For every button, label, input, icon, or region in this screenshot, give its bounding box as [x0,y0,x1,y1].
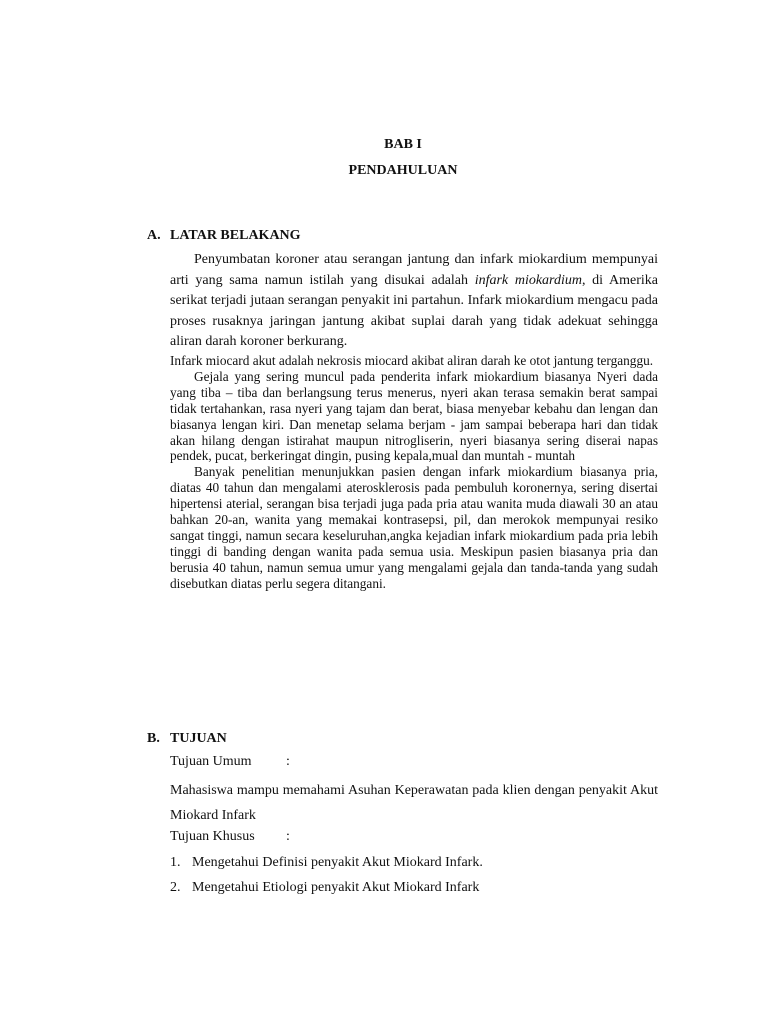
paragraph-2: Infark miocard akut adalah nekrosis miocard akibat aliran darah ke otot jantung terganggu. [170,353,654,368]
list-item-number: 2. [170,880,181,895]
section-b-title: TUJUAN [170,731,227,746]
section-b-heading [147,731,227,747]
paragraph-1-emphasis: infark miokardium [474,272,582,288]
paragraph-4: Banyak penelitian menunjukkan pasien dengan infark miokardium biasanya pria, diatas 40 tahun dan mengalami aterosklerosis pada pembuluh koronernya, sering disertai hipertensi aterial, serangan bisa terjadi juga pada pria atau wanita muda diawali 30 an atau bahkan 20-an, wanita yang memakai kontrasepsi, pil, dan merokok mempunyai resiko sangat tinggi, namun secara keseluruhan,angka kejadian infark miokardium pada pria lebih tinggi di banding dengan wanita pada semua usia. Meskipun pasien biasanya pria dan berusia 40 tahun, namun semua umur yang mengalami gejala dan tanda-tanda yang sudah disebutkan diatas perlu segera ditangani. [170,464,658,591]
list-item-text: Mengetahui Etiologi penyakit Akut Miokard Infark [192,880,480,895]
list-item-text: Mengetahui Definisi penyakit Akut Miokard Infark. [192,855,483,870]
paragraph-3: Gejala yang sering muncul pada penderita infark miokardium biasanya Nyeri dada yang tiba – tiba dan berlangsung terus menerus, nyeri akan terasa semakin berat sampai tidak tertahankan, rasa nyeri yang tajam dan berat, biasa menyebar kebahu dan lengan dan biasanya lengan kiri. Dan menetap selama berjam - jam sampai beberapa hari dan tidak akan hilang dengan istirahat maupun nitrogliserin, nyeri biasanya sering diserai napas pendek, pucat, berkeringat dingin, pusing kepala,mual dan muntah - muntah [170,368,658,464]
section-a-title: LATAR BELAKANG [170,228,301,243]
chapter-label: BAB I [384,137,422,152]
tujuan-umum-row [170,754,290,770]
tujuan-umum-text: Mahasiswa mampu memahami Asuhan Keperawatan pada klien dengan penyakit Akut Miokard Infark [170,783,658,823]
list-item [170,880,479,896]
paragraph-1 [170,250,658,353]
section-b-number: B. [147,731,160,746]
paragraph-group-2 [170,353,658,592]
tujuan-umum-colon: : [286,754,290,769]
tujuan-umum-label: Tujuan Umum [170,754,252,769]
chapter-title: PENDAHULUAN [348,163,458,178]
paragraph-1-text-b: , di Amerika serikat terjadi jutaan serangan penyakit ini partahun. Infark miokardium mengacu pada proses rusaknya jaringan jantung akibat suplai darah yang tidak adekuat sehingga aliran darah koroner berkurang. [170,272,658,349]
tujuan-khusus-label: Tujuan Khusus [170,829,255,844]
tujuan-khusus-colon: : [286,829,290,844]
list-item [170,855,483,871]
section-a-heading [147,228,301,244]
tujuan-khusus-row [170,829,290,845]
paragraph-1-text-a: Penyumbatan koroner atau serangan jantung dan infark miokardium mempunyai arti yang sama namun istilah yang disukai adalah [170,252,658,288]
list-item-number: 1. [170,855,181,870]
section-a-number: A. [147,228,161,243]
